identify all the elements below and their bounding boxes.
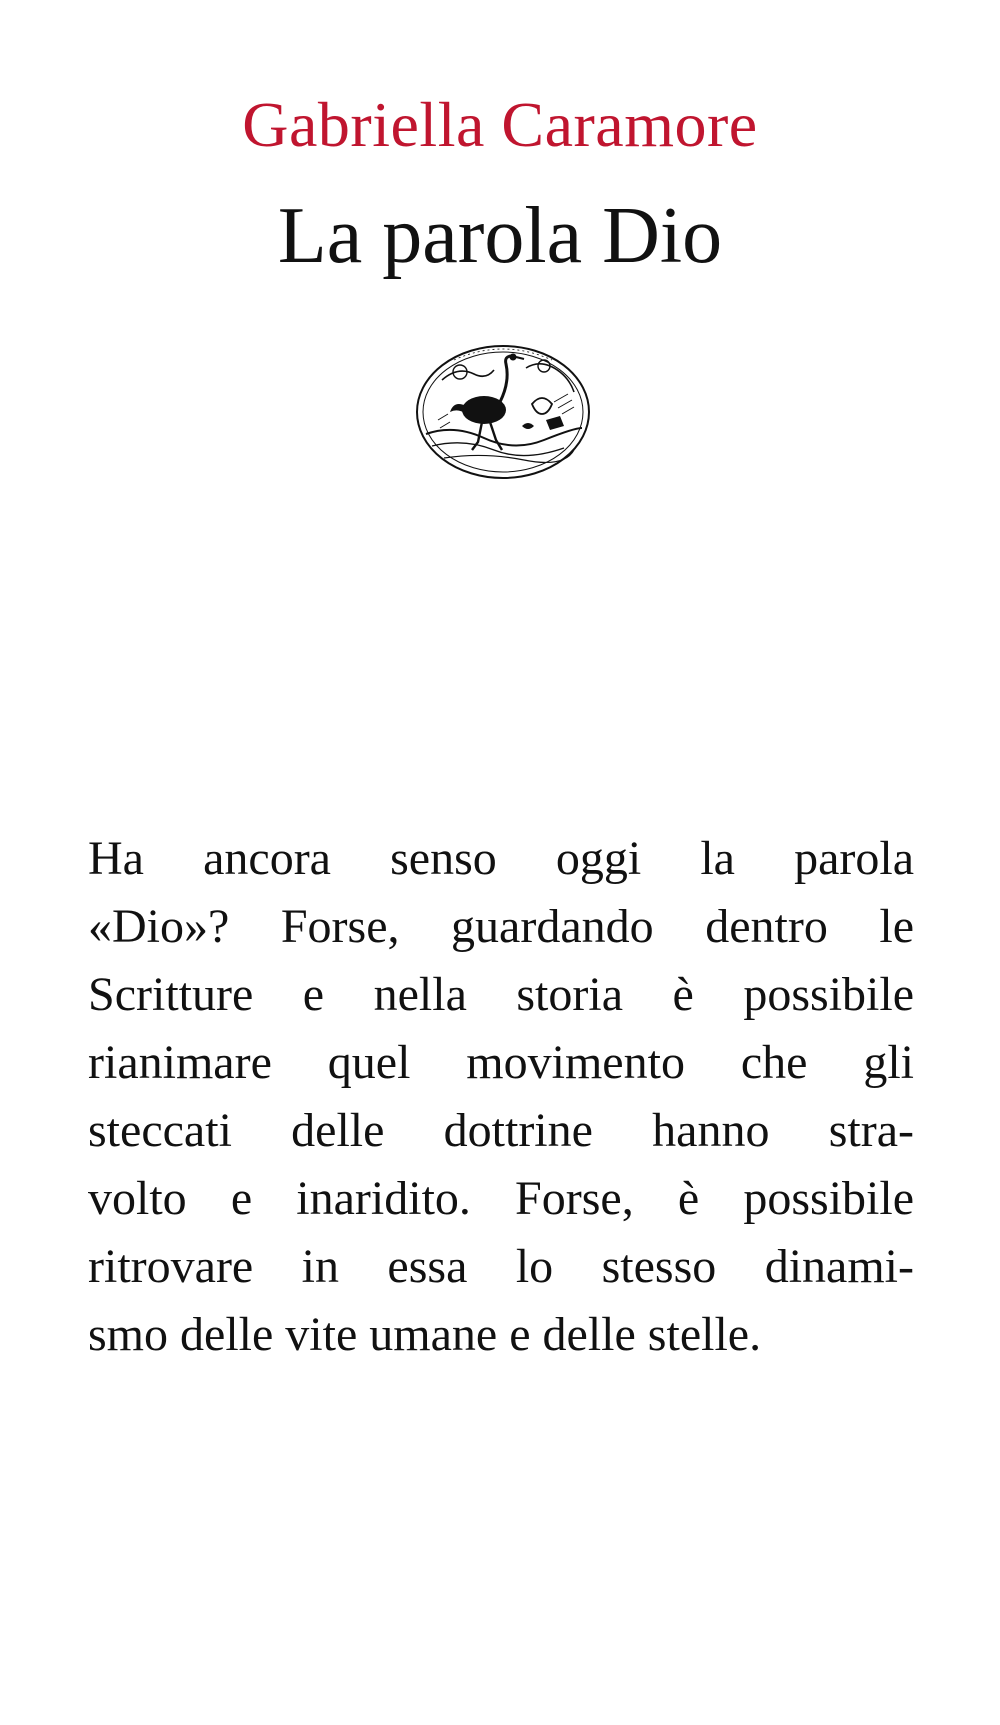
book-title: La parola Dio [277, 192, 723, 280]
blurb-line: Ha ancora senso oggi la parola [88, 832, 914, 885]
blurb-line: smo delle vite umane e delle stelle. [88, 1308, 762, 1361]
blurb-line: ritrovare in essa lo stesso dinami- [88, 1240, 914, 1293]
author-name: Gabriella Caramore [242, 89, 758, 160]
blurb-line: «Dio»? Forse, guardando dentro le [88, 900, 914, 953]
blurb-line: steccati delle dottrine hanno stra- [88, 1104, 914, 1157]
blurb-text [88, 825, 914, 1369]
blurb-line: volto e inaridito. Forse, è possibile [88, 1172, 914, 1225]
blurb-line: rianimare quel movimento che gli [88, 1036, 914, 1089]
publisher-emblem-icon [414, 342, 592, 482]
blurb-line: Scritture e nella storia è possibile [88, 968, 914, 1021]
